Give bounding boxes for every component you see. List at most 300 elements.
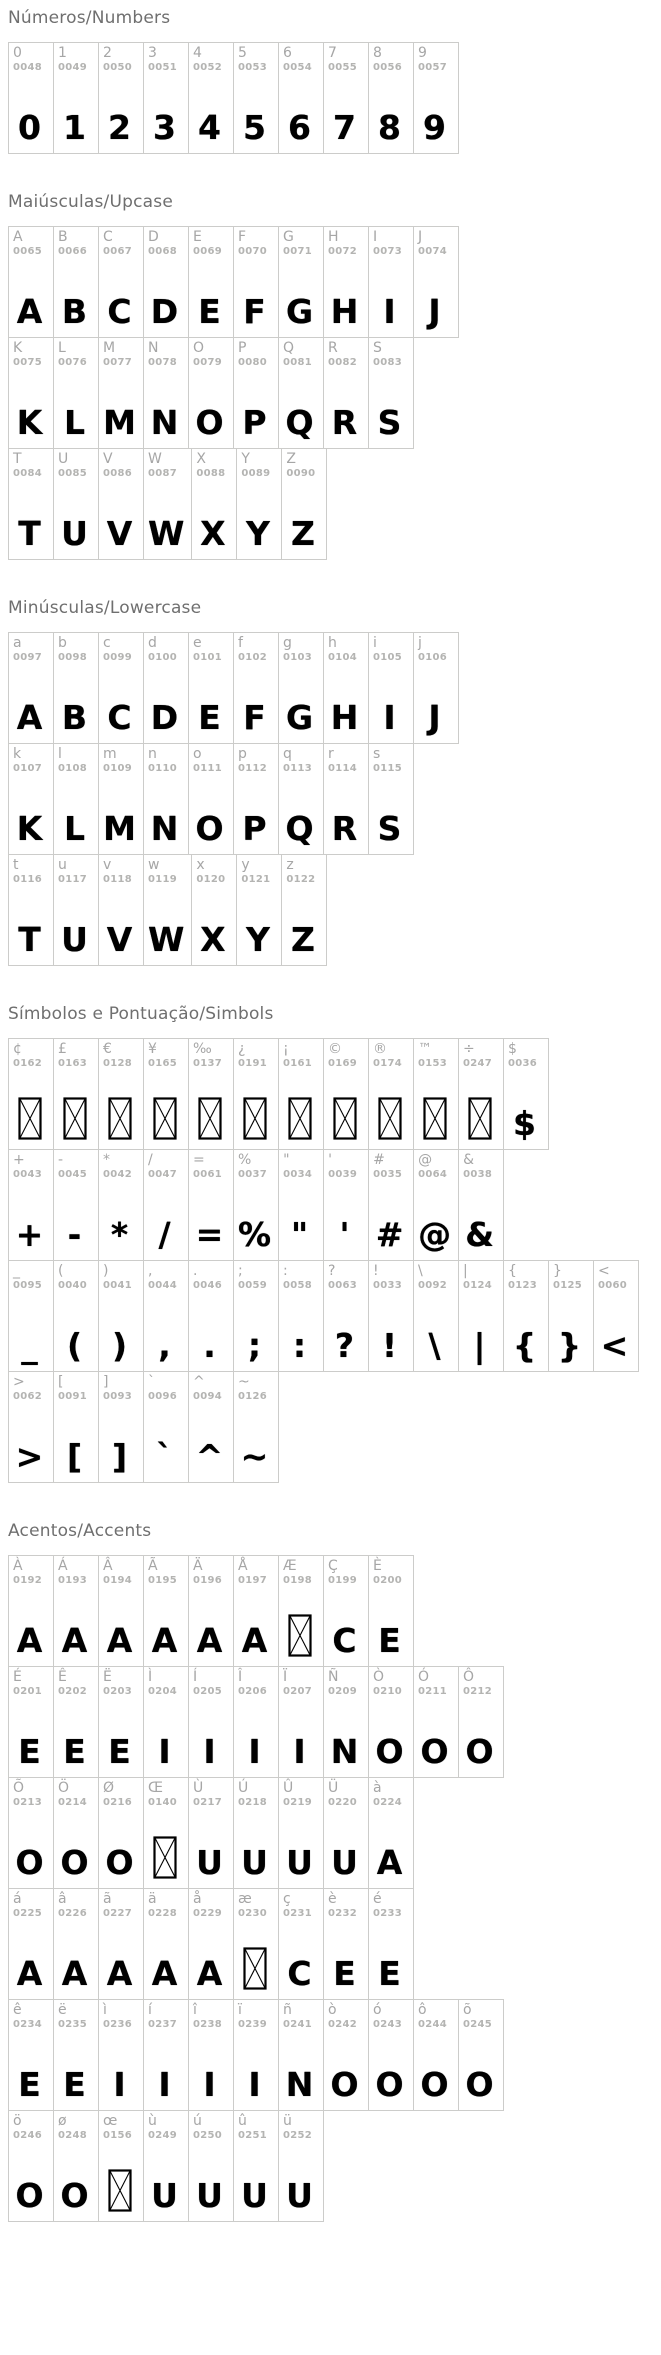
cell-code: 0109 bbox=[103, 763, 133, 775]
cell-char-label: Ú bbox=[238, 1780, 249, 1796]
cell-char-label: Ê bbox=[58, 1669, 67, 1685]
glyph-cell bbox=[8, 632, 54, 744]
cell-code: 0122 bbox=[286, 874, 316, 886]
cell-code: 0062 bbox=[13, 1391, 43, 1403]
cell-glyph: B bbox=[61, 698, 88, 737]
cell-char-label: q bbox=[283, 746, 292, 762]
glyph-cell bbox=[8, 1371, 54, 1483]
cell-glyph: U bbox=[286, 1843, 313, 1882]
cell-code: 0219 bbox=[283, 1797, 313, 1809]
glyph-cell bbox=[53, 1666, 99, 1778]
missing-glyph-icon bbox=[63, 1097, 87, 1140]
cell-char-label: \ bbox=[418, 1263, 423, 1279]
cell-glyph: + bbox=[15, 1215, 44, 1254]
cell-glyph: ) bbox=[111, 1326, 128, 1365]
cell-code: 0111 bbox=[193, 763, 223, 775]
cell-glyph: E bbox=[63, 1732, 86, 1771]
cell-code: 0126 bbox=[238, 1391, 268, 1403]
cell-char-label: á bbox=[13, 1891, 22, 1907]
cell-char-label: . bbox=[193, 1263, 198, 1279]
cell-char-label: ~ bbox=[238, 1374, 250, 1390]
missing-glyph-icon bbox=[198, 1097, 222, 1140]
cell-char-label: ) bbox=[103, 1263, 109, 1279]
cell-glyph: O bbox=[375, 1732, 404, 1771]
glyph-cell bbox=[53, 1777, 99, 1889]
cell-code: 0117 bbox=[58, 874, 88, 886]
cell-glyph: L bbox=[63, 403, 86, 442]
glyph-cell bbox=[143, 1371, 189, 1483]
glyph-grid bbox=[8, 1555, 657, 2222]
cell-char-label: Æ bbox=[283, 1558, 297, 1574]
glyph-cell bbox=[368, 632, 414, 744]
missing-glyph-box bbox=[198, 1085, 222, 1140]
cell-code: 0075 bbox=[13, 357, 43, 369]
glyph-cell bbox=[191, 448, 237, 560]
glyph-cell bbox=[233, 1371, 279, 1483]
glyph-cell bbox=[188, 1149, 234, 1261]
cell-glyph: U bbox=[331, 1843, 358, 1882]
cell-code: 0203 bbox=[103, 1686, 133, 1698]
glyph-row bbox=[8, 337, 657, 449]
missing-glyph-icon bbox=[243, 1947, 267, 1990]
cell-glyph: I bbox=[293, 1732, 306, 1771]
cell-code: 0202 bbox=[58, 1686, 88, 1698]
glyph-cell bbox=[188, 743, 234, 855]
cell-code: 0093 bbox=[103, 1391, 133, 1403]
cell-char-label: b bbox=[58, 635, 67, 651]
cell-char-label: X bbox=[196, 451, 206, 467]
cell-code: 0169 bbox=[328, 1058, 358, 1070]
cell-glyph: : bbox=[292, 1326, 307, 1365]
missing-glyph-icon bbox=[378, 1097, 402, 1140]
cell-char-label: y bbox=[241, 857, 250, 873]
cell-code: 0037 bbox=[238, 1169, 268, 1181]
cell-char-label: Í bbox=[193, 1669, 198, 1685]
glyph-cell bbox=[143, 1777, 189, 1889]
cell-code: 0112 bbox=[238, 763, 268, 775]
cell-code: 0115 bbox=[373, 763, 403, 775]
glyph-cell bbox=[368, 743, 414, 855]
cell-glyph: N bbox=[150, 403, 179, 442]
cell-glyph: < bbox=[600, 1326, 629, 1365]
cell-glyph: I bbox=[113, 2065, 126, 2104]
cell-code: 0251 bbox=[238, 2130, 268, 2142]
glyph-cell bbox=[368, 1888, 414, 2000]
cell-char-label: i bbox=[373, 635, 377, 651]
glyph-cell bbox=[368, 1777, 414, 1889]
cell-char-label: ] bbox=[103, 1374, 109, 1390]
cell-code: 0217 bbox=[193, 1797, 223, 1809]
cell-glyph: \ bbox=[428, 1326, 441, 1365]
cell-glyph: J bbox=[428, 698, 441, 737]
cell-glyph: G bbox=[285, 698, 314, 737]
missing-glyph-icon bbox=[153, 1836, 177, 1879]
cell-glyph: I bbox=[248, 2065, 261, 2104]
cell-char-label: ê bbox=[13, 2002, 22, 2018]
cell-glyph: W bbox=[148, 514, 185, 553]
cell-char-label: ; bbox=[238, 1263, 243, 1279]
cell-char-label: ` bbox=[148, 1374, 155, 1390]
cell-char-label: É bbox=[13, 1669, 22, 1685]
charmap-section bbox=[8, 1004, 657, 1483]
cell-glyph: O bbox=[375, 2065, 404, 2104]
cell-glyph: Q bbox=[285, 809, 314, 848]
glyph-cell bbox=[8, 1260, 54, 1372]
cell-code: 0207 bbox=[283, 1686, 313, 1698]
cell-glyph: W bbox=[148, 920, 185, 959]
cell-char-label: f bbox=[238, 635, 243, 651]
cell-code: 0165 bbox=[148, 1058, 178, 1070]
glyph-cell bbox=[98, 1888, 144, 2000]
cell-code: 0137 bbox=[193, 1058, 223, 1070]
cell-char-label: å bbox=[193, 1891, 202, 1907]
glyph-cell bbox=[53, 632, 99, 744]
cell-glyph: E bbox=[378, 1954, 401, 1993]
glyph-cell bbox=[278, 1888, 324, 2000]
glyph-cell bbox=[98, 226, 144, 338]
cell-code: 0199 bbox=[328, 1575, 358, 1587]
cell-char-label: x bbox=[196, 857, 205, 873]
missing-glyph-box bbox=[18, 1085, 42, 1140]
cell-char-label: V bbox=[103, 451, 113, 467]
cell-char-label: Ä bbox=[193, 1558, 203, 1574]
glyph-cell bbox=[143, 1555, 189, 1667]
glyph-cell bbox=[188, 1999, 234, 2111]
cell-char-label: Ë bbox=[103, 1669, 112, 1685]
cell-glyph: P bbox=[242, 809, 267, 848]
cell-glyph: G bbox=[285, 292, 314, 331]
glyph-cell bbox=[323, 226, 369, 338]
glyph-row bbox=[8, 1149, 657, 1261]
cell-glyph: * bbox=[110, 1215, 129, 1254]
glyph-cell bbox=[368, 42, 414, 154]
cell-char-label: N bbox=[148, 340, 159, 356]
cell-code: 0064 bbox=[418, 1169, 448, 1181]
glyph-cell bbox=[191, 854, 237, 966]
glyph-cell bbox=[413, 1038, 459, 1150]
cell-char-label: ç bbox=[283, 1891, 291, 1907]
cell-glyph: P bbox=[242, 403, 267, 442]
cell-code: 0043 bbox=[13, 1169, 43, 1181]
cell-code: 0056 bbox=[373, 62, 403, 74]
glyph-cell bbox=[98, 2110, 144, 2222]
cell-code: 0201 bbox=[13, 1686, 43, 1698]
cell-code: 0040 bbox=[58, 1280, 88, 1292]
glyph-cell bbox=[8, 1666, 54, 1778]
cell-code: 0192 bbox=[13, 1575, 43, 1587]
cell-code: 0234 bbox=[13, 2019, 43, 2031]
glyph-cell bbox=[188, 1777, 234, 1889]
cell-char-label: L bbox=[58, 340, 66, 356]
glyph-cell bbox=[98, 1371, 144, 1483]
cell-char-label: ñ bbox=[283, 2002, 292, 2018]
cell-char-label: ó bbox=[373, 2002, 382, 2018]
cell-code: 0081 bbox=[283, 357, 313, 369]
cell-glyph: I bbox=[203, 2065, 216, 2104]
cell-code: 0069 bbox=[193, 246, 223, 258]
cell-glyph: A bbox=[61, 1954, 88, 1993]
cell-char-label: A bbox=[13, 229, 23, 245]
cell-code: 0039 bbox=[328, 1169, 358, 1181]
glyph-cell bbox=[8, 743, 54, 855]
cell-glyph: E bbox=[63, 2065, 86, 2104]
cell-code: 0050 bbox=[103, 62, 133, 74]
glyph-cell bbox=[98, 1555, 144, 1667]
cell-char-label: 9 bbox=[418, 45, 427, 61]
cell-char-label: c bbox=[103, 635, 111, 651]
cell-char-label: í bbox=[148, 2002, 152, 2018]
glyph-cell bbox=[413, 1260, 459, 1372]
cell-code: 0033 bbox=[373, 1280, 403, 1292]
cell-code: 0250 bbox=[193, 2130, 223, 2142]
cell-glyph: E bbox=[108, 1732, 131, 1771]
glyph-cell bbox=[98, 1260, 144, 1372]
cell-char-label: ‰ bbox=[193, 1041, 212, 1057]
cell-char-label: œ bbox=[103, 2113, 118, 2129]
cell-char-label: j bbox=[418, 635, 422, 651]
glyph-cell bbox=[368, 226, 414, 338]
cell-char-label: € bbox=[103, 1041, 112, 1057]
glyph-cell bbox=[143, 632, 189, 744]
cell-char-label: ï bbox=[238, 2002, 242, 2018]
cell-char-label: u bbox=[58, 857, 67, 873]
cell-code: 0082 bbox=[328, 357, 358, 369]
cell-glyph: H bbox=[330, 292, 359, 331]
cell-glyph: - bbox=[67, 1215, 82, 1254]
missing-glyph-box bbox=[108, 1085, 132, 1140]
missing-glyph-box bbox=[243, 1085, 267, 1140]
cell-char-label: Z bbox=[286, 451, 296, 467]
glyph-cell bbox=[233, 1999, 279, 2111]
glyph-row bbox=[8, 448, 657, 560]
cell-char-label: £ bbox=[58, 1041, 67, 1057]
cell-glyph: ` bbox=[156, 1437, 173, 1476]
cell-char-label: r bbox=[328, 746, 334, 762]
cell-code: 0057 bbox=[418, 62, 448, 74]
glyph-cell bbox=[98, 854, 144, 966]
cell-char-label: Â bbox=[103, 1558, 113, 1574]
missing-glyph-icon bbox=[423, 1097, 447, 1140]
cell-char-label: 5 bbox=[238, 45, 247, 61]
glyph-cell bbox=[188, 337, 234, 449]
cell-char-label: ä bbox=[148, 1891, 157, 1907]
cell-glyph: F bbox=[243, 292, 266, 331]
missing-glyph-box bbox=[423, 1085, 447, 1140]
cell-code: 0108 bbox=[58, 763, 88, 775]
cell-code: 0193 bbox=[58, 1575, 88, 1587]
cell-code: 0229 bbox=[193, 1908, 223, 1920]
glyph-cell bbox=[143, 2110, 189, 2222]
cell-code: 0067 bbox=[103, 246, 133, 258]
glyph-cell bbox=[233, 743, 279, 855]
cell-char-label: à bbox=[373, 1780, 382, 1796]
missing-glyph-box bbox=[288, 1085, 312, 1140]
cell-glyph: Z bbox=[290, 920, 315, 959]
cell-code: 0077 bbox=[103, 357, 133, 369]
glyph-cell bbox=[53, 2110, 99, 2222]
glyph-cell bbox=[278, 42, 324, 154]
cell-char-label: Î bbox=[238, 1669, 243, 1685]
cell-char-label: 6 bbox=[283, 45, 292, 61]
cell-code: 0097 bbox=[13, 652, 43, 664]
cell-glyph: 0 bbox=[18, 108, 41, 147]
cell-code: 0113 bbox=[283, 763, 313, 775]
cell-code: 0224 bbox=[373, 1797, 403, 1809]
cell-glyph: X bbox=[200, 514, 226, 553]
cell-char-label: K bbox=[13, 340, 23, 356]
glyph-cell bbox=[458, 1666, 504, 1778]
cell-code: 0065 bbox=[13, 246, 43, 258]
cell-char-label: ? bbox=[328, 1263, 336, 1279]
cell-glyph: I bbox=[158, 1732, 171, 1771]
glyph-cell bbox=[233, 42, 279, 154]
glyph-cell bbox=[233, 337, 279, 449]
cell-code: 0218 bbox=[238, 1797, 268, 1809]
cell-code: 0107 bbox=[13, 763, 43, 775]
cell-char-label: Ù bbox=[193, 1780, 204, 1796]
cell-code: 0238 bbox=[193, 2019, 223, 2031]
cell-char-label: - bbox=[58, 1152, 64, 1168]
cell-code: 0245 bbox=[463, 2019, 493, 2031]
missing-glyph-box bbox=[243, 1935, 267, 1990]
cell-char-label: õ bbox=[463, 2002, 472, 2018]
cell-char-label: ù bbox=[148, 2113, 157, 2129]
glyph-cell bbox=[143, 226, 189, 338]
cell-char-label: ã bbox=[103, 1891, 112, 1907]
cell-char-label: æ bbox=[238, 1891, 252, 1907]
glyph-cell bbox=[368, 1666, 414, 1778]
glyph-cell bbox=[188, 42, 234, 154]
cell-glyph: U bbox=[61, 514, 88, 553]
cell-char-label: é bbox=[373, 1891, 382, 1907]
glyph-cell bbox=[143, 448, 192, 560]
cell-code: 0095 bbox=[13, 1280, 43, 1292]
glyph-cell bbox=[278, 337, 324, 449]
cell-code: 0174 bbox=[373, 1058, 403, 1070]
cell-code: 0214 bbox=[58, 1797, 88, 1809]
cell-char-label: Û bbox=[283, 1780, 294, 1796]
cell-char-label: ^ bbox=[193, 1374, 205, 1390]
glyph-cell bbox=[323, 1149, 369, 1261]
cell-code: 0049 bbox=[58, 62, 88, 74]
glyph-cell bbox=[323, 42, 369, 154]
cell-code: 0194 bbox=[103, 1575, 133, 1587]
cell-code: 0098 bbox=[58, 652, 88, 664]
cell-code: 0227 bbox=[103, 1908, 133, 1920]
cell-code: 0161 bbox=[283, 1058, 313, 1070]
cell-glyph: D bbox=[150, 698, 179, 737]
cell-code: 0071 bbox=[283, 246, 313, 258]
cell-char-label: Ï bbox=[283, 1669, 288, 1685]
cell-glyph: A bbox=[376, 1843, 403, 1882]
cell-glyph: A bbox=[196, 1621, 223, 1660]
cell-code: 0236 bbox=[103, 2019, 133, 2031]
cell-glyph: O bbox=[420, 1732, 449, 1771]
cell-char-label: C bbox=[103, 229, 113, 245]
cell-glyph: A bbox=[16, 698, 43, 737]
cell-code: 0038 bbox=[463, 1169, 493, 1181]
missing-glyph-icon bbox=[153, 1097, 177, 1140]
cell-char-label: T bbox=[13, 451, 22, 467]
cell-glyph: O bbox=[60, 1843, 89, 1882]
cell-glyph: V bbox=[106, 920, 133, 959]
section-title: Maiúsculas/Upcase bbox=[8, 192, 173, 212]
cell-char-label: ì bbox=[103, 2002, 107, 2018]
cell-code: 0076 bbox=[58, 357, 88, 369]
cell-glyph: O bbox=[105, 1843, 134, 1882]
cell-glyph: N bbox=[285, 2065, 314, 2104]
glyph-cell bbox=[233, 1666, 279, 1778]
glyph-cell bbox=[323, 1038, 369, 1150]
cell-code: 0104 bbox=[328, 652, 358, 664]
cell-code: 0084 bbox=[13, 468, 43, 480]
glyph-cell bbox=[8, 1149, 54, 1261]
glyph-cell bbox=[413, 1999, 459, 2111]
glyph-cell bbox=[233, 2110, 279, 2222]
cell-code: 0059 bbox=[238, 1280, 268, 1292]
cell-char-label: Ç bbox=[328, 1558, 338, 1574]
cell-code: 0247 bbox=[463, 1058, 493, 1070]
cell-code: 0060 bbox=[598, 1280, 628, 1292]
glyph-cell bbox=[188, 1260, 234, 1372]
cell-char-label: | bbox=[463, 1263, 468, 1279]
cell-char-label: 1 bbox=[58, 45, 67, 61]
glyph-cell bbox=[368, 1260, 414, 1372]
cell-char-label: t bbox=[13, 857, 19, 873]
cell-glyph: ~ bbox=[240, 1437, 269, 1476]
cell-glyph: ^ bbox=[195, 1437, 224, 1476]
cell-glyph: / bbox=[158, 1215, 171, 1254]
cell-char-label: R bbox=[328, 340, 338, 356]
charmap-section bbox=[8, 192, 657, 560]
cell-code: 0083 bbox=[373, 357, 403, 369]
cell-glyph: U bbox=[61, 920, 88, 959]
glyph-row bbox=[8, 743, 657, 855]
cell-code: 0124 bbox=[463, 1280, 493, 1292]
cell-code: 0090 bbox=[286, 468, 316, 480]
cell-char-label: p bbox=[238, 746, 247, 762]
glyph-cell bbox=[233, 226, 279, 338]
cell-glyph: M bbox=[103, 403, 136, 442]
cell-code: 0241 bbox=[283, 2019, 313, 2031]
missing-glyph-box bbox=[333, 1085, 357, 1140]
cell-glyph: > bbox=[15, 1437, 44, 1476]
cell-char-label: F bbox=[238, 229, 247, 245]
cell-char-label: O bbox=[193, 340, 205, 356]
glyph-cell bbox=[143, 337, 189, 449]
charmap-section bbox=[8, 598, 657, 966]
cell-code: 0088 bbox=[196, 468, 226, 480]
cell-char-label: 2 bbox=[103, 45, 112, 61]
cell-char-label: e bbox=[193, 635, 202, 651]
cell-char-label: Ã bbox=[148, 1558, 158, 1574]
glyph-cell bbox=[188, 1888, 234, 2000]
cell-code: 0246 bbox=[13, 2130, 43, 2142]
cell-char-label: Q bbox=[283, 340, 295, 356]
cell-code: 0099 bbox=[103, 652, 133, 664]
cell-char-label: 0 bbox=[13, 45, 22, 61]
cell-code: 0235 bbox=[58, 2019, 88, 2031]
cell-char-label: w bbox=[148, 857, 160, 873]
cell-glyph: A bbox=[241, 1621, 268, 1660]
cell-code: 0070 bbox=[238, 246, 268, 258]
missing-glyph-box bbox=[63, 1085, 87, 1140]
glyph-cell bbox=[233, 1777, 279, 1889]
cell-char-label: g bbox=[283, 635, 292, 651]
cell-char-label: v bbox=[103, 857, 112, 873]
cell-glyph: O bbox=[330, 2065, 359, 2104]
cell-char-label: 7 bbox=[328, 45, 337, 61]
